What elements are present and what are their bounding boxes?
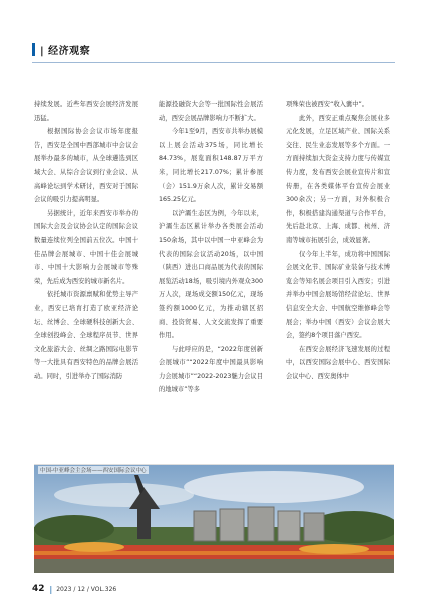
paragraph: 持续发展。近些年西安会展经济发展迅猛。 xyxy=(34,101,138,122)
paragraph: 能源投融资大会等一批国际性会展活动，西安会展品牌影响力不断扩大。 xyxy=(159,101,263,122)
page-number: 42 xyxy=(32,584,45,594)
header-rule xyxy=(32,62,395,63)
issue-info: 2023 / 12 / VOL.326 xyxy=(56,585,117,593)
page-footer xyxy=(32,584,116,594)
section-accent-bar xyxy=(32,43,35,56)
section-header xyxy=(32,42,90,56)
section-title: | 经济观察 xyxy=(40,45,91,57)
text-column-1 xyxy=(34,98,138,383)
paragraph: 依托城市资源禀赋和优势主导产业，西安已培育打造了欧亚经济论坛、丝博会、全球硬科技创新大会、全球创投峰会、全球程序员节、世界文化旅游大会、丝绸之路国际电影节等一大批具有西安特色的品牌会展活动。同时，引进举办了国际消防 xyxy=(34,291,138,380)
text-column-2 xyxy=(159,98,263,397)
paragraph: 在西安会展经济飞速发展的过程中，以西安国际会展中心、西安国际会议中心、西安奥体中 xyxy=(286,345,390,380)
footer-separator-icon: | xyxy=(49,584,53,594)
paragraph: 此外，西安正重点聚焦会展业多元化发展，立足区域产业、国际关系交往、民生业态发展等多个方面。一方面持续加大资金支持力度与传媒宣传力度，发布西安会展业宣传片和宣传册，在各类媒体平台宣传会展业300余次；另一方面，对外积极合作，积极搭建沟通渠道与合作平台，先后赴北京、上海、成都、杭州、济南等城市拓展引会，成效显著。 xyxy=(286,114,390,244)
paragraph: 根据国际协会会议市场年度报告，西安是全国中西部城市中会议会展举办最多的城市，从全球遴选到区域大会、从综合会议到行业会议、从高峰论坛到学术研讨，西安对于国际会议的吸引力提高明显。 xyxy=(34,128,138,204)
venue-photo-illustration xyxy=(34,465,394,573)
paragraph: 与此呼应的是，“2022年度创新会展城市”“2022年度中国最具影响力会展城市”“2022-2023魅力会议目的地城市”等多 xyxy=(159,345,263,394)
paragraph: 另据统计，近年来西安市举办的国际大会及会议协会认定的国际会议数量连续位列全国前五位次。中国十佳品牌会展城市、中国十佳会展城市、中国十大影响力会展城市等殊荣，先后成为西安的城市新名片。 xyxy=(34,209,138,285)
paragraph: 项殊荣也被西安“收入囊中”。 xyxy=(286,101,369,108)
venue-photo xyxy=(34,464,394,573)
paragraph: 仅今年上半年，成功将中国国际会展文化节、国际矿业装备与技术博览会等知名展会项目引入西安；引进并举办中国会展场馆经营论坛、世界信息安全大会、中国航空维修峰会等展会；举办中国（西安）会议会展大会，签约8个项目落户西安。 xyxy=(286,250,390,340)
text-column-3 xyxy=(286,98,390,383)
photo-caption: 中国-中亚峰会主会场——西安国际会议中心 xyxy=(40,468,147,474)
paragraph: 今年1至9月，西安市共举办展模以上展会活动375场，同比增长84.73%，展览面积148.87万平方米，同比增长217.07%；累计参展（会）151.9万余人次，累计交易额165.25亿元。 xyxy=(159,128,263,204)
paragraph: 以沪灞生态区为例，今年以来，沪灞生态区累计举办各类展会活动150余场，其中以中国一中亚峰会为代表的国际会议活动20场，以中国（陕西）进出口商品展为代表的国际展览活动18场，吸引境内外观众300万人次，现场成交额150亿元，现场签约额1000亿元，为推动辖区招商、投资贸易、人文交流发挥了重要作用。 xyxy=(159,209,263,340)
